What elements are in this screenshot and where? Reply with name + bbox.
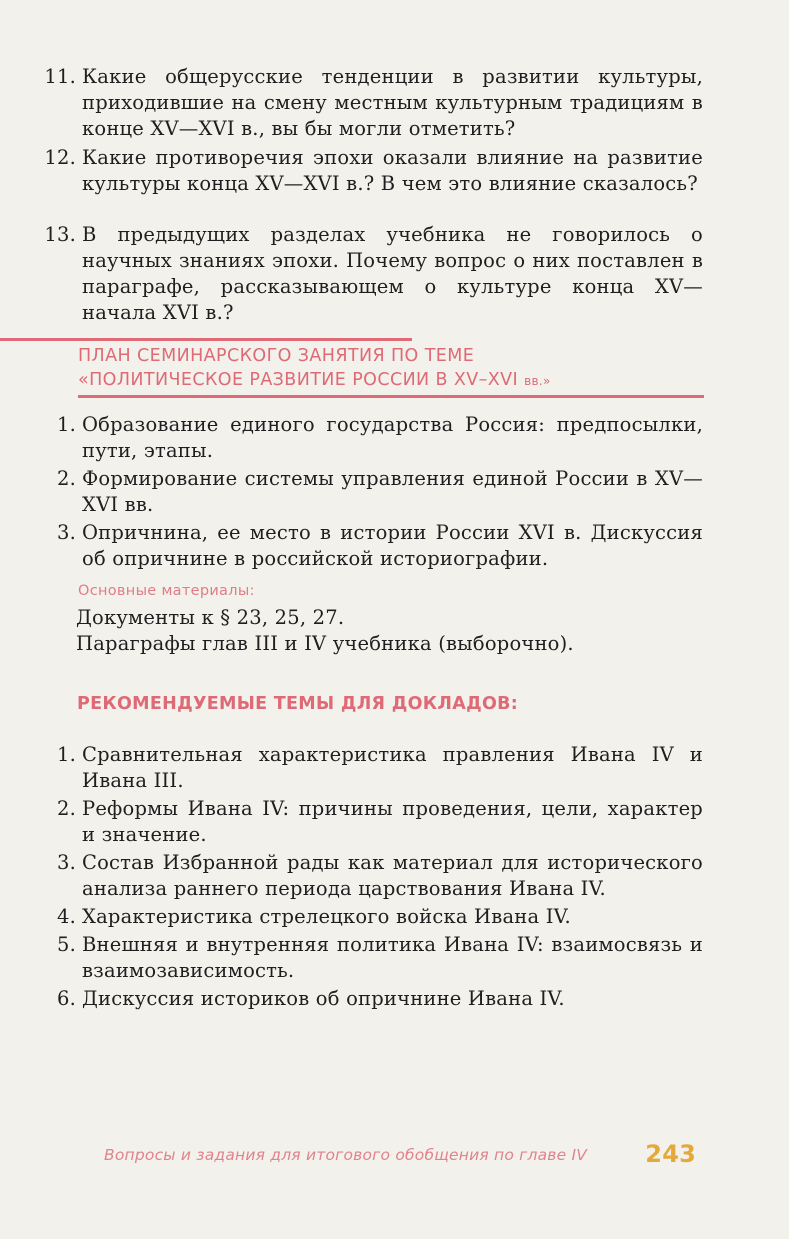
seminar-item (38, 466, 703, 518)
topic-text: Дискуссия историков об опричнине Ивана IV. (82, 987, 565, 1010)
seminar-item (38, 412, 703, 464)
topic-text: Внешняя и внутренняя политика Ивана IV: взаимосвязь и взаимозависимость. (82, 933, 703, 982)
materials-line: Параграфы глав III и IV учебника (выборочно). (76, 632, 574, 655)
topics-heading: РЕКОМЕНДУЕМЫЕ ТЕМЫ ДЛЯ ДОКЛАДОВ: (77, 694, 519, 714)
topic-text: Реформы Ивана IV: причины проведения, цели, характер и значение. (82, 797, 703, 846)
section-rule-bottom (78, 395, 704, 398)
seminar-item-number: 1. (56, 413, 76, 436)
topic-text: Сравнительная характеристика правления Ивана IV и Ивана III. (82, 743, 703, 792)
seminar-item-text: Образование единого государства Россия: предпосылки, пути, этапы. (82, 413, 703, 462)
topic-number: 5. (56, 933, 76, 956)
question-text: Какие противоречия эпохи оказали влияние на развитие культуры конца XV—XVI в.? В чем это влияние сказалось? (82, 146, 703, 195)
question-item (38, 145, 703, 197)
seminar-title-line1: ПЛАН СЕМИНАРСКОГО ЗАНЯТИЯ ПО ТЕМЕ (78, 346, 475, 366)
seminar-title (78, 344, 551, 393)
topic-item (38, 850, 703, 902)
topic-text: Состав Избранной рады как материал для исторического анализа раннего периода царствования Ивана IV. (82, 851, 703, 900)
materials-line: Документы к § 23, 25, 27. (76, 606, 345, 629)
seminar-title-line2: «ПОЛИТИЧЕСКОЕ РАЗВИТИЕ РОССИИ В XV–XVI (78, 370, 519, 390)
topic-number: 6. (56, 987, 76, 1010)
page-number: 243 (645, 1140, 696, 1168)
topic-text: Характеристика стрелецкого войска Ивана IV. (82, 905, 571, 928)
question-text: В предыдущих разделах учебника не говорилось о научных знаниях эпохи. Почему вопрос о них поставлен в параграфе, рассказывающем о культуре конца XV— начала XVI в.? (82, 223, 703, 324)
seminar-item-text: Опричнина, ее место в истории России XVI в. Дискуссия об опричнине в российской историографии. (82, 521, 703, 570)
topic-number: 2. (56, 797, 76, 820)
question-number: 11. (44, 65, 76, 88)
seminar-item-number: 2. (56, 467, 76, 490)
question-text: Какие общерусские тенденции в развитии культуры, приходившие на смену местным культурным традициям в конце XV—XVI в., вы бы могли отметить? (82, 65, 703, 140)
topic-item (38, 932, 703, 984)
topic-item (38, 796, 703, 848)
topic-number: 1. (56, 743, 76, 766)
seminar-title-suffix: вв.» (524, 374, 551, 388)
topic-number: 3. (56, 851, 76, 874)
question-item (38, 64, 703, 142)
topic-number: 4. (56, 905, 76, 928)
topic-item (38, 904, 703, 930)
question-number: 12. (44, 146, 76, 169)
seminar-item-text: Формирование системы управления единой России в XV—XVI вв. (82, 467, 703, 516)
topic-item (38, 986, 703, 1012)
materials-label: Основные материалы: (78, 583, 255, 599)
question-item (38, 222, 703, 326)
topic-item (38, 742, 703, 794)
page-footer (104, 1140, 704, 1168)
running-title: Вопросы и задания для итогового обобщения по главе IV (104, 1146, 588, 1164)
seminar-item (38, 520, 703, 572)
question-number: 13. (44, 223, 76, 246)
section-rule-top (0, 338, 412, 341)
seminar-item-number: 3. (56, 521, 76, 544)
